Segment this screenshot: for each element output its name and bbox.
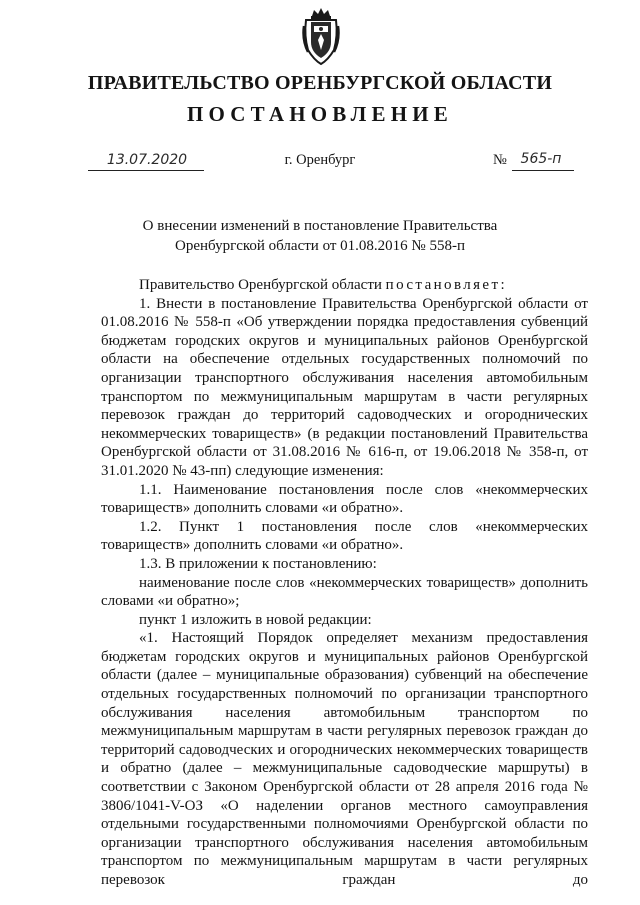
paragraph-1-3-a: наименование после слов «некоммерческих товариществ» дополнить словами «и обратно»;: [101, 574, 588, 610]
paragraph-1: 1. Внести в постановление Правительства Оренбургской области от 01.08.2016 № 558-п «Об утверждении порядка предоставления субвенций бюджетам городских округов и муниципальных районов Оренбургской области на обеспечение отдельных государственных полномочий по организации транспортного обслуживания населения автомобильным транспортом по межмуниципальным маршрутам в части регулярных перевозок граждан до территорий садоводческих и огороднических некоммерческих товариществ» (в редакции постановлений Правительства Оренбургской области от 31.08.2016 № 616-п, от 19.06.2018 № 358-п, от 31.01.2020 № 43-пп) следующие изменения:: [101, 295, 588, 479]
paragraph-1-3: 1.3. В приложении к постановлению:: [139, 555, 377, 572]
paragraph-1-3-b: пункт 1 изложить в новой редакции:: [139, 611, 372, 628]
quoted-paragraph: «1. Настоящий Порядок определяет механизм предоставления бюджетам городских округов и муниципальных районов Оренбургской области (далее – муниципальные образования) субвенций на обеспечение отдельных государственных полномочий по организации транспортного обслуживания населения автомобильным транспортом по межмуниципальным маршрутам в части регулярных перевозок граждан до территорий садоводческих и огороднических некоммерческих товариществ и обратно (далее – межмуниципальные садоводческие маршруты) в соответствии с Законом Оренбургской области от 28 апреля 2016 года № 3806/1041-V-ОЗ «О наделении органов местного самоуправления отдельными государственными полномочиями Оренбургской области по организации транспортного обслуживания населения автомобильным транспортом по межмуниципальным маршрутам в части регулярных перевозок граждан до: [101, 630, 588, 888]
coat-of-arms-icon: [302, 6, 340, 66]
subject-line-1: О внесении изменений в постановление Правительства: [142, 218, 498, 234]
document-body: [101, 276, 588, 890]
document-subject: [100, 216, 540, 256]
number-sign: №: [493, 152, 507, 168]
body-intro: [101, 276, 588, 295]
number-underline: [512, 170, 574, 171]
document-date: 13.07.2020: [106, 152, 188, 168]
intro-text: Правительство Оренбургской области: [139, 277, 386, 293]
paragraph-1-1: 1.1. Наименование постановления после слов «некоммерческих товариществ» дополнить словами «и обратно».: [101, 481, 588, 517]
document-number: 565-п: [520, 151, 562, 167]
document-meta-row: [0, 150, 640, 176]
intro-colon: :: [500, 277, 505, 293]
date-underline: [88, 170, 204, 171]
document-city: г. Оренбург: [284, 152, 356, 168]
organization-title: ПРАВИТЕЛЬСТВО ОРЕНБУРГСКОЙ ОБЛАСТИ: [87, 72, 553, 94]
subject-line-2: Оренбургской области от 01.08.2016 № 558-п: [174, 238, 466, 254]
paragraph-1-2: 1.2. Пункт 1 постановления после слов «некоммерческих товариществ» дополнить словами «и обратно».: [101, 518, 588, 554]
document-type-title: ПОСТАНОВЛЕНИЕ: [186, 102, 454, 126]
intro-resolves: постановляет: [385, 277, 501, 293]
